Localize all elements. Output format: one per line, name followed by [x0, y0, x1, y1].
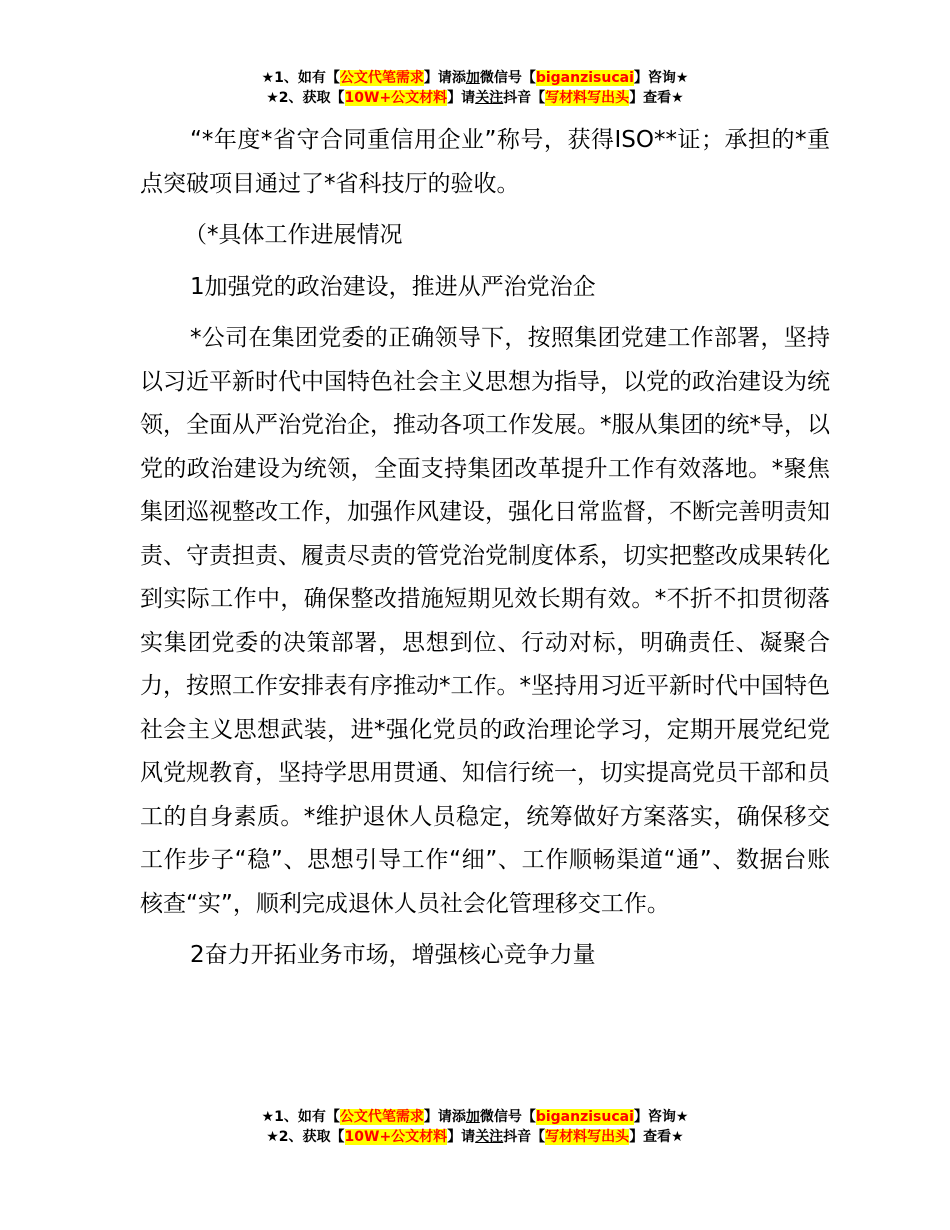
banner-underlined-text: 加	[465, 70, 480, 86]
banner-text: 】请添	[423, 70, 466, 86]
banner-text: ★2、获取【	[266, 1129, 345, 1145]
banner-text: 】查看★	[629, 1129, 684, 1145]
banner-text: 】查看★	[629, 90, 684, 106]
banner-line-2	[0, 88, 950, 108]
banner-text: 抖音【	[503, 1129, 546, 1145]
banner-highlight: biganzisucai	[535, 70, 634, 86]
banner-text: 微信号【	[479, 70, 536, 86]
banner-highlight: 公文代笔需求	[339, 70, 424, 86]
footer-banner	[0, 1107, 950, 1147]
banner-underlined-text: 关注	[475, 1129, 504, 1145]
banner-text: 微信号【	[479, 1109, 536, 1125]
section-heading: （*具体工作进展情况	[184, 222, 403, 248]
banner-highlight: biganzisucai	[535, 1109, 634, 1125]
banner-text: 】咨询★	[633, 1109, 689, 1125]
banner-highlight: 写材料写出头	[545, 1129, 630, 1145]
subsection-heading-2: 2奋力开拓业务市场，增强核心竞争力量	[190, 942, 596, 968]
banner-highlight: 公文代笔需求	[339, 1109, 424, 1125]
banner-text: 】请添	[423, 1109, 466, 1125]
banner-line-2	[0, 1127, 950, 1147]
paragraph-party-building: *公司在集团党委的正确领导下，按照集团党建工作部署，坚持以习近平新时代中国特色社会主义思想为指导，以党的政治建设为统领，全面从严治党治企，推动各项工作发展。*服从集团的统*导，以党的政治建设为统领，全面支持集团改革提升工作有效落地。*聚焦集团巡视整改工作，加强作风建设，强化日常监督，不断完善明责知责、守责担责、履责尽责的管党治党制度体系，切实把整改成果转化到实际工作中，确保整改措施短期见效长期有效。*不折不扣贯彻落实集团党委的决策部署，思想到位、行动对标，明确责任、凝聚合力，按照工作安排表有序推动*工作。*坚持用习近平新时代中国特色社会主义思想武装，进*强化党员的政治理论学习，定期开展党纪党风党规教育，坚持学思用贯通、知信行统一，切实提高党员干部和员工的自身素质。*维护退休人员稳定，统筹做好方案落实，确保移交工作步子“稳”、思想引导工作“细”、工作顺畅渠道“通”、数据台账核查“实”，顺利完成退休人员社会化管理移交工作。	[140, 325, 830, 917]
banner-text: 抖音【	[503, 90, 546, 106]
banner-text: 】请	[447, 1129, 476, 1145]
banner-text: 】请	[447, 90, 476, 106]
banner-text: ★1、如有【	[261, 1109, 340, 1125]
banner-text: 】咨询★	[633, 70, 689, 86]
paragraph-intro: “*年度*省守合同重信用企业”称号，获得ISO**证；承担的*重点突破项目通过了*省科技厅的验收。	[140, 127, 830, 197]
subsection-heading-1: 1加强党的政治建设，推进从严治党治企	[190, 273, 596, 300]
header-banner	[0, 68, 950, 108]
banner-highlight: 写材料写出头	[545, 90, 630, 106]
banner-underlined-text: 关注	[475, 90, 504, 106]
banner-text: ★2、获取【	[266, 90, 345, 106]
banner-underlined-text: 加	[465, 1109, 480, 1125]
banner-line-1	[0, 1107, 950, 1127]
banner-text: ★1、如有【	[261, 70, 340, 86]
banner-line-1	[0, 68, 950, 88]
document-body	[140, 119, 830, 978]
banner-highlight: 10W+公文材料	[344, 1129, 448, 1145]
banner-highlight: 10W+公文材料	[344, 90, 448, 106]
